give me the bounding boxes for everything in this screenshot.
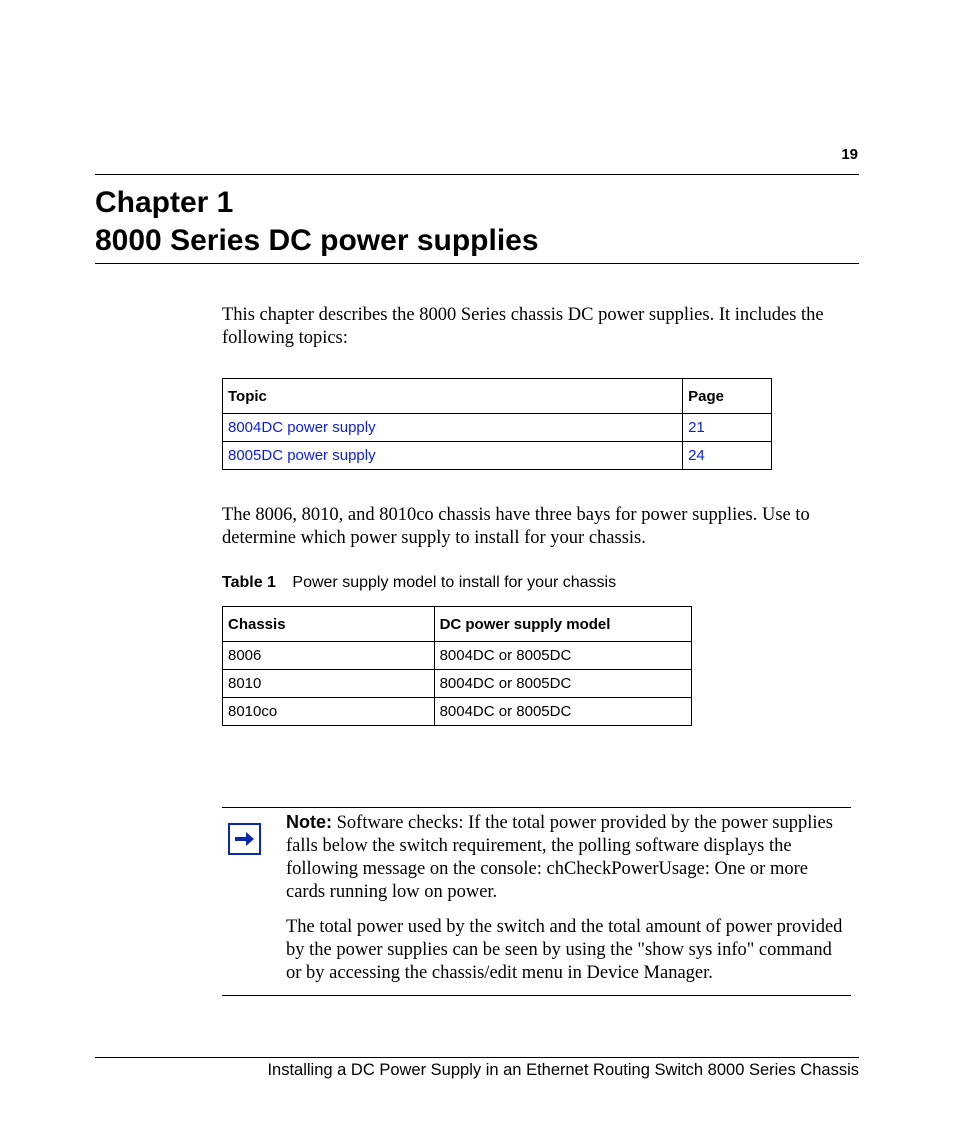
table-cell (223, 414, 683, 442)
note-label: Note: (286, 812, 332, 832)
table-cell (223, 442, 683, 470)
table-cell: 8004DC or 8005DC (434, 698, 691, 726)
chassis-paragraph: The 8006, 8010, and 8010co chassis have three bays for power supplies. Use to determine which power supply to install for your chassis. (222, 505, 810, 548)
table-row (223, 414, 772, 442)
table-cell: 8004DC or 8005DC (434, 642, 691, 670)
page-number: 19 (841, 146, 858, 163)
topic-link-8005dc[interactable]: 8005DC power supply (228, 447, 376, 464)
note-top-rule (222, 807, 851, 808)
table-caption (222, 574, 616, 592)
table-caption-label: Table 1 (222, 574, 276, 591)
topic-link-8004dc[interactable]: 8004DC power supply (228, 419, 376, 436)
topics-table (222, 378, 772, 470)
table-header-row (223, 607, 692, 642)
note-text-1: Software checks: If the total power provided by the power supplies falls below the switch requirement, the polling software displays the following message on the console: chCheckPowerUsage: One or more cards running low on power. (286, 813, 833, 902)
header-rule (95, 174, 859, 175)
column-header-page: Page (683, 379, 772, 414)
table-cell: 8010co (223, 698, 435, 726)
arrow-right-glyph (230, 825, 259, 853)
power-supply-model-table (222, 606, 692, 726)
chapter-title-rule (95, 263, 859, 264)
footer-text: Installing a DC Power Supply in an Ethernet Routing Switch 8000 Series Chassis (267, 1061, 859, 1079)
note-body (286, 811, 846, 985)
table-row (223, 670, 692, 698)
table-row (223, 442, 772, 470)
page-link-8004dc[interactable]: 21 (688, 419, 705, 436)
arrow-right-icon (228, 823, 261, 855)
page-link-8005dc[interactable]: 24 (688, 447, 705, 464)
note-paragraph-2: The total power used by the switch and the total amount of power provided by the power supplies can be seen by using the "show sys info" command or by accessing the chassis/edit menu in Device Manager. (286, 917, 843, 983)
chapter-name: 8000 Series DC power supplies (95, 224, 539, 257)
table-row (223, 698, 692, 726)
table-caption-text: Power supply model to install for your chassis (292, 574, 617, 591)
chapter-number: Chapter 1 (95, 186, 234, 219)
table-cell: 8004DC or 8005DC (434, 670, 691, 698)
table-cell (683, 414, 772, 442)
column-header-model: DC power supply model (434, 607, 691, 642)
table-row (223, 642, 692, 670)
note-paragraph-1 (286, 811, 846, 904)
table-cell (683, 442, 772, 470)
column-header-topic: Topic (223, 379, 683, 414)
table-cell: 8006 (223, 642, 435, 670)
intro-paragraph: This chapter describes the 8000 Series chassis DC power supplies. It includes the following topics: (222, 305, 824, 348)
chapter-title (95, 184, 539, 260)
note-bottom-rule (222, 995, 851, 996)
footer-rule (95, 1057, 859, 1058)
table-cell: 8010 (223, 670, 435, 698)
table-header-row (223, 379, 772, 414)
column-header-chassis: Chassis (223, 607, 435, 642)
